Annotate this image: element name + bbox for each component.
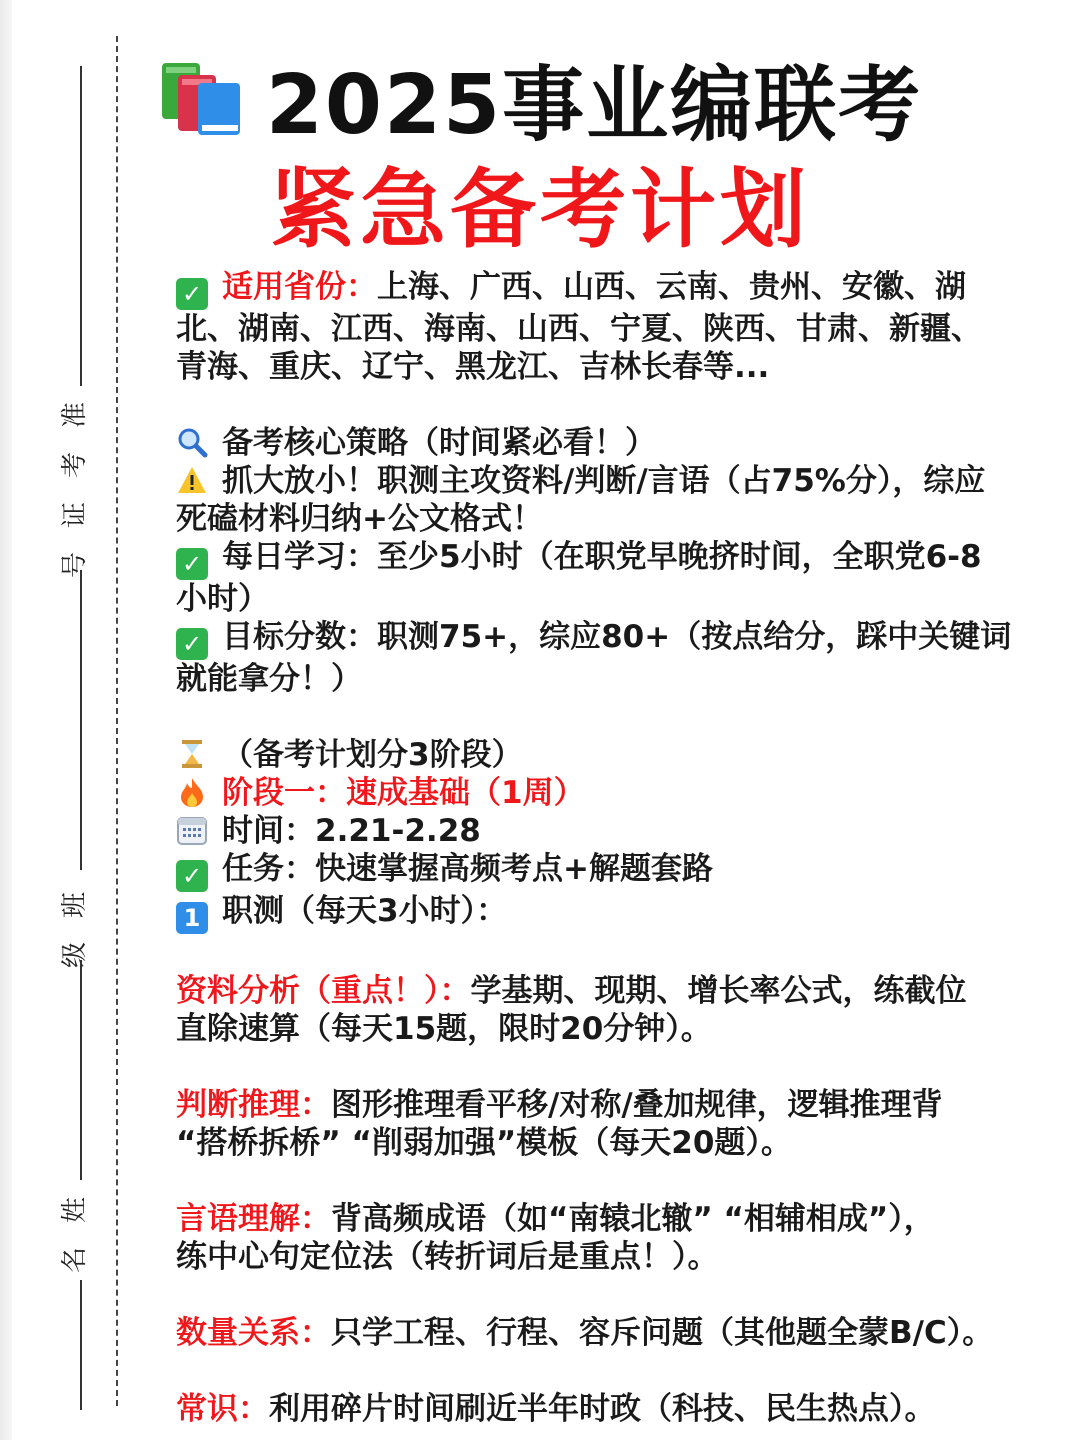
warning-icon [176,464,208,496]
binding-line-lower [80,960,82,1180]
check-icon: ✓ [176,278,208,310]
subject-data-analysis-line2: 直除速算（每天15题，限时20分钟）。 [176,1011,712,1047]
strategy-point2-line2: 小时） [176,581,269,617]
subject-verbal-line2: 练中心句定位法（转折词后是重点！）。 [176,1239,719,1275]
binding-line-mid [80,570,82,870]
subject-general-line1: 常识：利用碎片时间刷近半年时政（科技、民生热点）。 [176,1391,936,1427]
subject-quant-line1: 数量关系：只学工程、行程、容斥问题（其他题全蒙B/C）。 [176,1315,994,1351]
phase1-task: ✓ 任务：快速掌握高频考点+解题套路 [176,850,1046,892]
books-icon [158,59,246,139]
provinces-line1: ✓ 适用省份：上海、广西、山西、云南、贵州、安徽、湖 [176,268,1046,310]
strategy-point1-line2: 死磕材料归纳+公文格式！ [176,501,543,537]
check-icon: ✓ [176,628,208,660]
content-body [176,268,1046,1428]
page-subtitle: 紧急备考计划 [270,160,810,260]
subject-reasoning-line1: 判断推理：图形推理看平移/对称/叠加规律，逻辑推理背 [176,1087,943,1123]
number-one-icon: 1 [176,902,208,934]
name-label: 姓 名 [59,1196,90,1274]
provinces-line3: 青海、重庆、辽宁、黑龙江、吉林长春等... [176,349,770,385]
hourglass-icon [176,738,208,770]
class-label: 班 级 [59,891,90,969]
phase1-zhice: 1 职测（每天3小时）： [176,892,1046,934]
plan-heading: （备考计划分3阶段） [176,736,1046,774]
strategy-point3-line1: ✓ 目标分数：职测75+，综应80+（按点给分，踩中关键词 [176,618,1046,660]
check-icon: ✓ [176,548,208,580]
strategy-point1-line1: 抓大放小！职测主攻资料/判断/言语（占75%分），综应 [176,462,1046,500]
phase1-time: 时间：2.21-2.28 [176,812,1046,850]
binding-line-bottom [80,1280,82,1410]
strategy-heading: 备考核心策略（时间紧必看！） [176,424,1046,462]
provinces-label: 适用省份： [222,269,377,305]
subject-reasoning-line2: “搭桥拆桥” “削弱加强”模板（每天20题）。 [176,1125,792,1161]
fire-icon [176,776,208,808]
subject-data-analysis-line1: 资料分析（重点！）：学基期、现期、增长率公式，练截位 [176,973,967,1009]
page-title: 2025事业编联考 [265,58,923,153]
check-icon: ✓ [176,860,208,892]
strategy-point3-line2: 就能拿分！） [176,661,362,697]
provinces-line2: 北、湖南、江西、海南、山西、宁夏、陕西、甘肃、新疆、 [176,311,982,347]
strategy-point2-line1: ✓ 每日学习：至少5小时（在职党早晚挤时间，全职党6-8 [176,538,1046,580]
subject-verbal-line1: 言语理解：背高频成语（如“南辕北辙” “相辅相成”）， [176,1201,935,1237]
magnifier-icon [176,426,208,458]
calendar-icon [176,814,208,846]
exam-number-label: 准 考 证 号 [59,401,90,579]
phase1-title: 阶段一：速成基础（1周） [176,774,1046,812]
